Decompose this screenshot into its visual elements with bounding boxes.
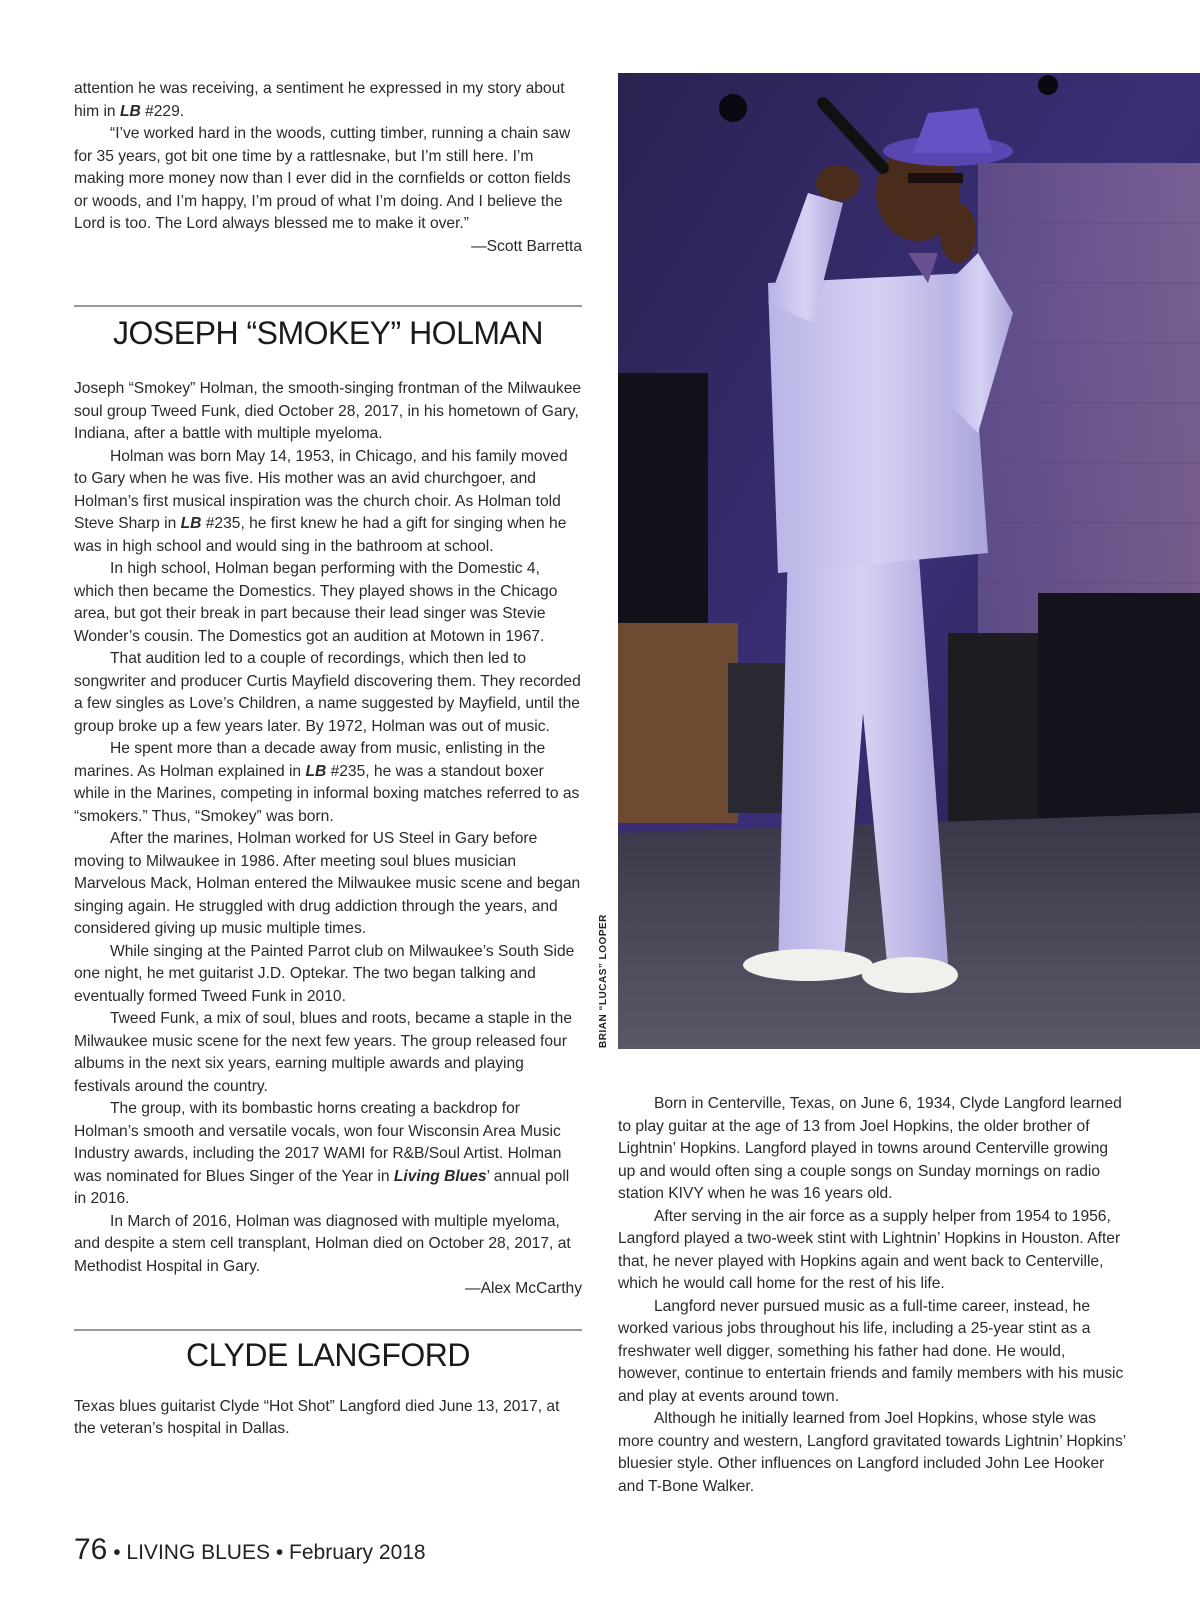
holman-paragraph: In March of 2016, Holman was diagnosed with multiple myeloma, and despite a stem cell transplant, Holman died on October 28, 2017, at Methodist Hospital in Gary.: [74, 1212, 571, 1275]
lb-abbrev: LB: [305, 762, 327, 780]
lb-abbrev: LB: [180, 515, 202, 532]
photo-credit: BRIAN “LUCAS” LOOPER: [598, 914, 609, 1048]
page-footer: [74, 1533, 426, 1567]
holman-paragraph: Tweed Funk, a mix of soul, blues and roots, became a staple in the Milwaukee music scene for the next few years. The group released four albums in the next six years, earning multiple awards and playing festivals around the country.: [74, 1010, 573, 1095]
intro-paragraph-1: attention he was receiving, a sentiment he expressed in my story about him in LB #229.: [74, 80, 565, 120]
langford-paragraph: Langford never pursued music as a full-time career, instead, he worked various jobs throughout his life, including a 25-year stint as a freshwater well digger, something his father had done. He would, however, continue to entertain friends and family members with his music and play at events around town.: [618, 1297, 1124, 1405]
singer-photo: [618, 73, 1200, 1049]
holman-paragraph: In high school, Holman began performing with the Domestic 4, which then became the Domestics. They played shows in the Chicago area, but got their break in part because their lead singer was Stevie Wonder’s cousin. The Domestics got an audition at Motown in 1967.: [74, 560, 558, 645]
langford-paragraph: Although he initially learned from Joel Hopkins, whose style was more country and western, Langford gravitated towards Lightnin’ Hopkins’ bluesier style. Other influences on Langford included John Lee Hooker and T-Bone Walker.: [618, 1410, 1126, 1495]
signature-barretta: —Scott Barretta: [471, 237, 582, 255]
holman-paragraph: After the marines, Holman worked for US Steel in Gary before moving to Milwaukee in 1986. After meeting soul blues musician Marvelous Mack, Holman entered the Milwaukee music scene and began singing again. He struggled with drug addiction through the years, and considered giving up music multiple times.: [74, 830, 581, 937]
holman-paragraph: Joseph “Smokey” Holman, the smooth-singing frontman of the Milwaukee soul group Tweed Funk, died October 28, 2017, in his hometown of Gary, Indiana, after a battle with multiple myeloma.: [74, 380, 582, 442]
holman-paragraph: That audition led to a couple of recordings, which then led to songwriter and producer Curtis Mayfield discovering them. They recorded a few singles as Love’s Children, a name suggested by Mayfield, until the group broke up a few years later. By 1972, Holman was out of music.: [74, 650, 581, 735]
langford-paragraph: Born in Centerville, Texas, on June 6, 1934, Clyde Langford learned to play guitar at the age of 13 from Joel Hopkins, the older brother of Lightnin’ Hopkins. Langford played in towns around Centerville growing up and would often sing a couple songs on Sunday mornings on radio station KIVY when he was 16 years old.: [618, 1095, 1122, 1202]
left-column: [74, 78, 582, 1441]
headline-holman: JOSEPH “SMOKEY” HOLMAN: [113, 315, 543, 351]
page-number: 76: [74, 1533, 108, 1566]
holman-paragraph: The group, with its bombastic horns creating a backdrop for Holman’s smooth and versatile vocals, won four Wisconsin Area Music Industry awards, including the 2017 WAMI for R&B/Soul Artist. Holman was nominated for Blues Singer of the Year in Living Blues’ annual poll in 2016.: [74, 1100, 570, 1207]
issue-date: February 2018: [289, 1541, 426, 1564]
langford-paragraph: After serving in the air force as a supply helper from 1954 to 1956, Langford played a two-week stint with Lightnin’ Hopkins in Houston. After that, he never played with Hopkins again and went back to Centerville, which he would call home for the rest of his life.: [618, 1207, 1121, 1292]
holman-paragraph: While singing at the Painted Parrot club on Milwaukee’s South Side one night, he met guitarist J.D. Optekar. The two began talking and eventually formed Tweed Funk in 2010.: [74, 942, 575, 1005]
langford-paragraph: Texas blues guitarist Clyde “Hot Shot” Langford died June 13, 2017, at the veteran’s hospital in Dallas.: [74, 1397, 560, 1437]
right-column: [618, 1093, 1126, 1498]
headline-langford: CLYDE LANGFORD: [185, 1336, 470, 1373]
footer-separator: •: [275, 1541, 284, 1564]
holman-paragraph: He spent more than a decade away from music, enlisting in the marines. As Holman explained in LB #235, he was a standout boxer while in the Marines, competing in informal boxing matches referred to as “smokers.” Thus, “Smokey” was born.: [74, 740, 580, 825]
intro-paragraph-2: “I’ve worked hard in the woods, cutting timber, running a chain saw for 35 years, got bit one time by a rattlesnake, but I’m still here. I’m making more money now than I ever did in the cornfields or cotton fields or woods, and I’m happy, I’m proud of what I’m doing. And I believe the Lord is too. The Lord always blessed me to make it over.”: [74, 125, 571, 232]
footer-separator: •: [113, 1541, 121, 1564]
living-blues-title: Living Blues: [393, 1167, 487, 1185]
lb-abbrev: LB: [119, 102, 141, 120]
signature-mccarthy: —Alex McCarthy: [465, 1280, 582, 1297]
magazine-name: LIVING BLUES: [126, 1541, 270, 1564]
holman-paragraph: Holman was born May 14, 1953, in Chicago, and his family moved to Gary when he was five. His mother was an avid churchgoer, and Holman’s first musical inspiration was the church choir. As Holman told Steve Sharp in LB #235, he first knew he had a gift for singing when he was in high school and would sing in the bathroom at school.: [74, 447, 568, 555]
